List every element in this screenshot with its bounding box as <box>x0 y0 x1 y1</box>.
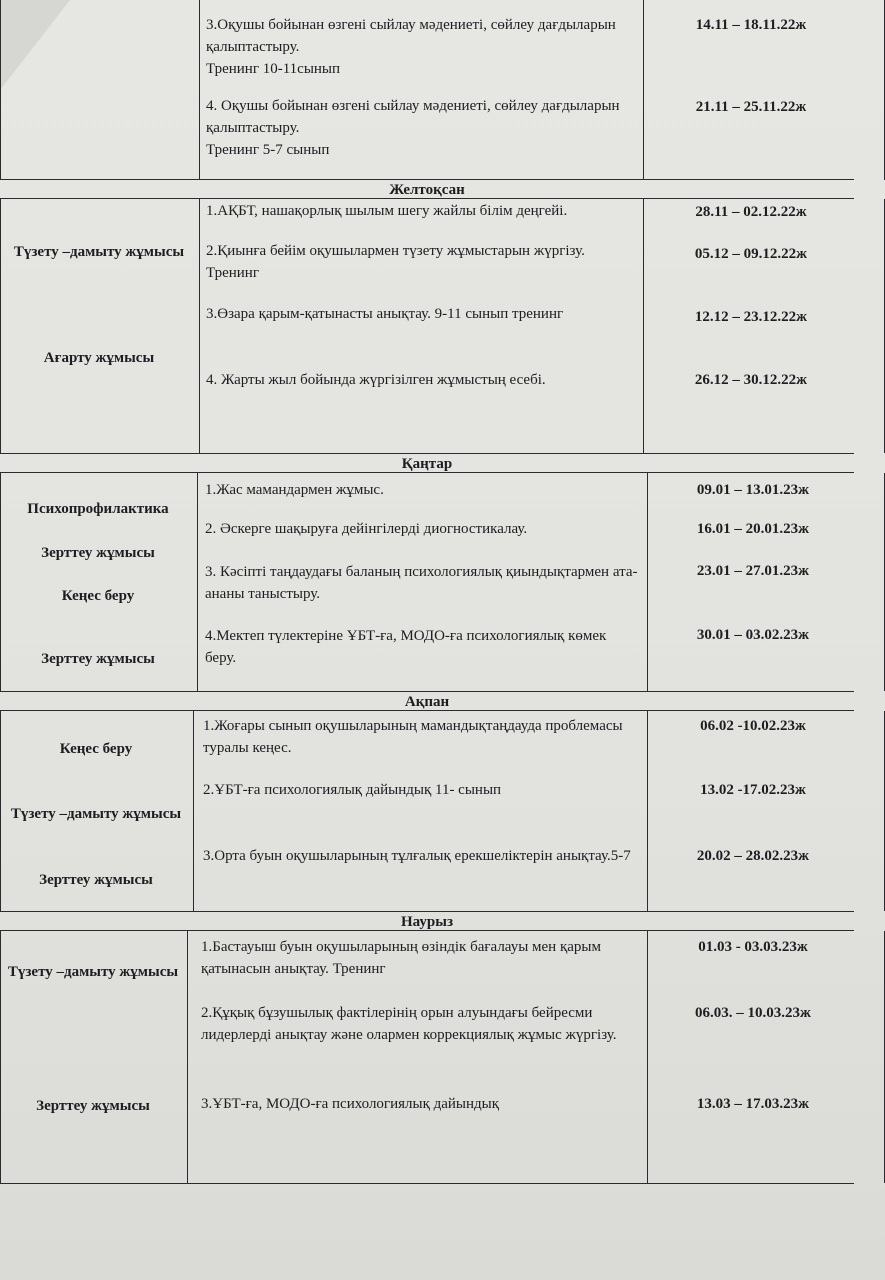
category-label: Кеңес беру <box>59 741 133 757</box>
section-march <box>0 931 885 1183</box>
column-divider <box>643 0 644 180</box>
date-text: 12.12 – 23.12.22ж <box>694 309 808 325</box>
month-header: Наурыз <box>0 911 854 931</box>
date-text: 26.12 – 30.12.22ж <box>694 372 808 388</box>
activity-text: 3.Оқушы бойынан өзгені сыйлау мәдениеті, сөйлеу дағдыларын қалыптастыру. Тренинг 10-11сынып <box>206 17 616 77</box>
column-divider <box>199 0 200 180</box>
section-december <box>0 199 885 453</box>
category-label: Түзету –дамыту жұмысы <box>13 244 185 260</box>
activity-text: 3. Кәсіпті таңдаудағы баланың психологиялық қиындықтармен ата-ананы таныстыру. <box>205 564 638 602</box>
activity-text: 3.Өзара қарым-қатынасты анықтау. 9-11 сынып тренинг <box>206 306 564 322</box>
category-label: Ағарту жұмысы <box>43 350 155 366</box>
month-header: Желтоқсан <box>0 179 854 199</box>
date-text: 01.03 - 03.03.23ж <box>698 939 808 955</box>
date-text: 13.02 -17.02.23ж <box>700 782 806 798</box>
date-text: 14.11 – 18.11.22ж <box>695 17 807 33</box>
activity-text: 1.Жас мамандармен жұмыс. <box>205 482 384 498</box>
section-january <box>0 473 885 691</box>
date-text: 21.11 – 25.11.22ж <box>695 99 807 115</box>
month-header: Қаңтар <box>0 453 854 473</box>
activity-text: 1.АҚБТ, нашақорлық шылым шегу жайлы білім деңгейі. <box>206 203 568 219</box>
date-text: 06.03. – 10.03.23ж <box>695 1005 811 1021</box>
column-divider <box>199 199 200 453</box>
activity-text: 2. Әскерге шақыруға дейінгілерді диогностикалау. <box>205 521 528 537</box>
activity-text: 3.Орта буын оқушыларының тұлғалық ерекшеліктерін анықтау.5-7 <box>203 848 631 864</box>
category-label: Түзету –дамыту жұмысы <box>10 806 182 822</box>
activity-text: 4.Мектеп түлектеріне ҰБТ-ға, МОДО-ға психологиялық көмек беру. <box>205 628 607 666</box>
date-text: 30.01 – 03.02.23ж <box>696 627 810 643</box>
activity-text: 2.Қиынға бейім оқушылармен түзету жұмыстарын жүргізу. Тренинг <box>206 243 585 281</box>
date-text: 13.03 – 17.03.23ж <box>696 1096 810 1112</box>
category-label: Түзету –дамыту жұмысы <box>7 964 179 980</box>
date-text: 20.02 – 28.02.23ж <box>696 848 810 864</box>
date-text: 16.01 – 20.01.23ж <box>696 521 810 537</box>
activity-text: 3.ҰБТ-ға, МОДО-ға психологиялық дайындық <box>201 1096 500 1112</box>
activity-text: 2.ҰБТ-ға психологиялық дайындық 11- сынып <box>203 782 502 798</box>
activity-text: 1.Жоғары сынып оқушыларының мамандықтаңдауда проблемасы туралы кеңес. <box>203 718 623 756</box>
column-divider <box>647 473 648 691</box>
section-february <box>0 711 885 911</box>
date-text: 09.01 – 13.01.23ж <box>696 482 810 498</box>
column-divider <box>187 931 188 1183</box>
category-label: Зерттеу жұмысы <box>41 651 155 667</box>
category-label: Зерттеу жұмысы <box>36 1098 150 1114</box>
column-divider <box>197 473 198 691</box>
activity-text: 4. Оқушы бойынан өзгені сыйлау мәдениеті, сөйлеу дағдыларын қалыптастыру. Тренинг 5-7 сынып <box>206 98 620 158</box>
table-bottom-border <box>0 1183 854 1184</box>
date-text: 23.01 – 27.01.23ж <box>696 563 810 579</box>
category-label: Зерттеу жұмысы <box>41 545 155 561</box>
category-label: Кеңес беру <box>61 588 135 604</box>
column-divider <box>643 199 644 453</box>
activity-text: 4. Жарты жыл бойында жүргізілген жұмыстың есебі. <box>206 372 546 388</box>
column-divider <box>647 931 648 1183</box>
date-text: 05.12 – 09.12.22ж <box>694 246 808 262</box>
category-label: Зерттеу жұмысы <box>39 872 153 888</box>
category-label: Психопрофилактика <box>27 501 169 517</box>
activity-text: 1.Бастауыш буын оқушыларының өзіндік бағалауы мен қарым қатынасын анықтау. Тренинг <box>201 939 601 977</box>
column-divider <box>193 711 194 911</box>
date-text: 28.11 – 02.12.22ж <box>695 204 807 220</box>
date-text: 06.02 -10.02.23ж <box>700 718 806 734</box>
section-top <box>0 0 885 180</box>
month-header: Ақпан <box>0 691 854 711</box>
column-divider <box>647 711 648 911</box>
activity-text: 2.Құқық бұзушылық фактілерінің орын алуындағы бейресми лидерлерді анықтау және олармен коррекциялық жұмыс жүргізу. <box>201 1005 617 1043</box>
